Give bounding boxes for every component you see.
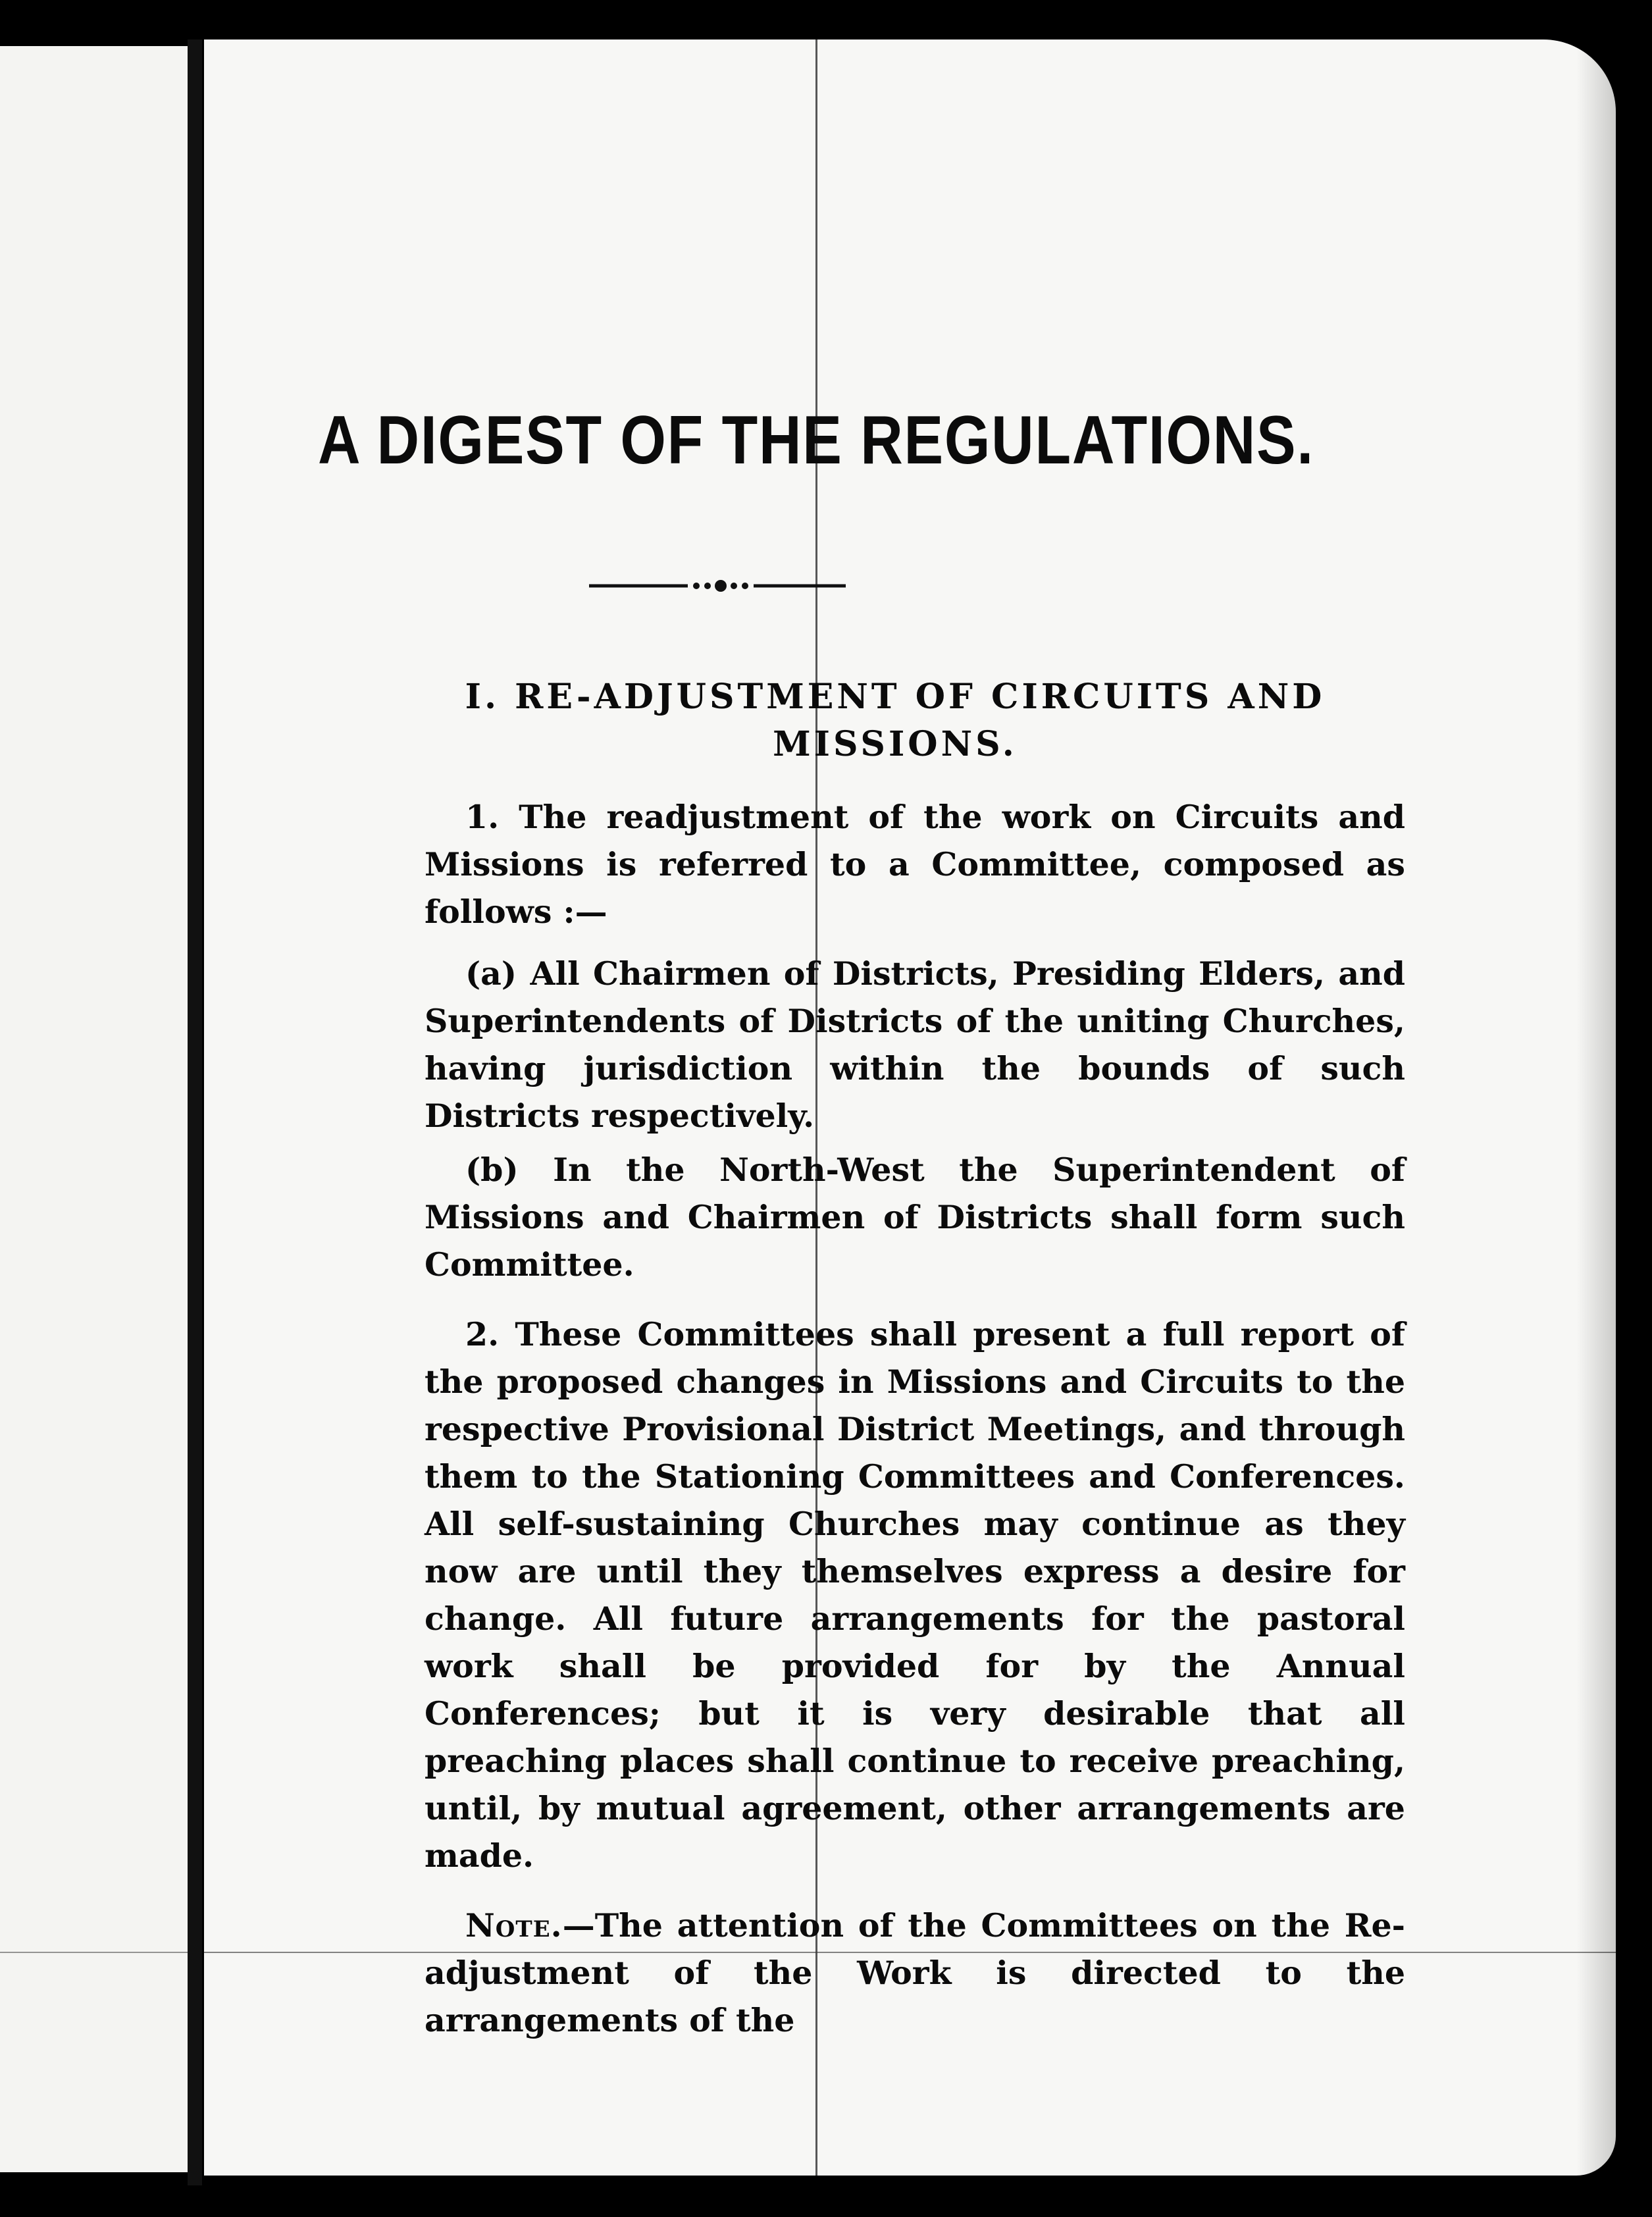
section-heading [421, 673, 1369, 768]
section-heading-line-1: I. RE-ADJUSTMENT OF CIRCUITS AND [465, 677, 1326, 717]
body-text [425, 793, 1405, 2058]
facing-page-edge [0, 46, 188, 2172]
note-label: Note. [465, 1906, 563, 1944]
page-title: A DIGEST OF THE REGULATIONS. [317, 402, 1315, 479]
book-spine [188, 39, 202, 2185]
paragraph-1: 1. The readjustment of the work on Circuits and Missions is referred to a Committee, composed as follows :— [425, 798, 1405, 931]
note-paragraph [425, 1902, 1405, 2044]
paragraph-2: 2. These Committees shall present a full report of the proposed changes in Missions and Circuits to the respective Provisional District Meetings, and through them to the Stationing Committees and Conferences. All self-sustaining Churches may continue as they now are until they themselves express a desire for change. All future arrangements for the pastoral work shall be provided for by the Annual Conferences; but it is very desirable that all preaching places shall continue to receive preaching, until, by mutual agreement, other arrangements are made. [425, 1315, 1405, 1875]
paragraph-1a: (a) All Chairmen of Districts, Presiding Elders, and Superintendents of Districts of the uniting Churches, having jurisdiction within the bounds of such Districts respectively. [425, 954, 1405, 1135]
ornamental-divider [589, 573, 846, 599]
note-text: —The attention of the Committees on the Re-adjustment of the Work is directed to the arrangements of the [425, 1906, 1405, 2039]
section-heading-line-2: MISSIONS. [773, 724, 1018, 764]
paragraph-1b: (b) In the North-West the Superintendent of Missions and Chairmen of Districts shall form such Committee. [425, 1151, 1405, 1284]
page-edge-shadow [1576, 39, 1616, 2176]
facing-page-rule [0, 1952, 188, 1953]
